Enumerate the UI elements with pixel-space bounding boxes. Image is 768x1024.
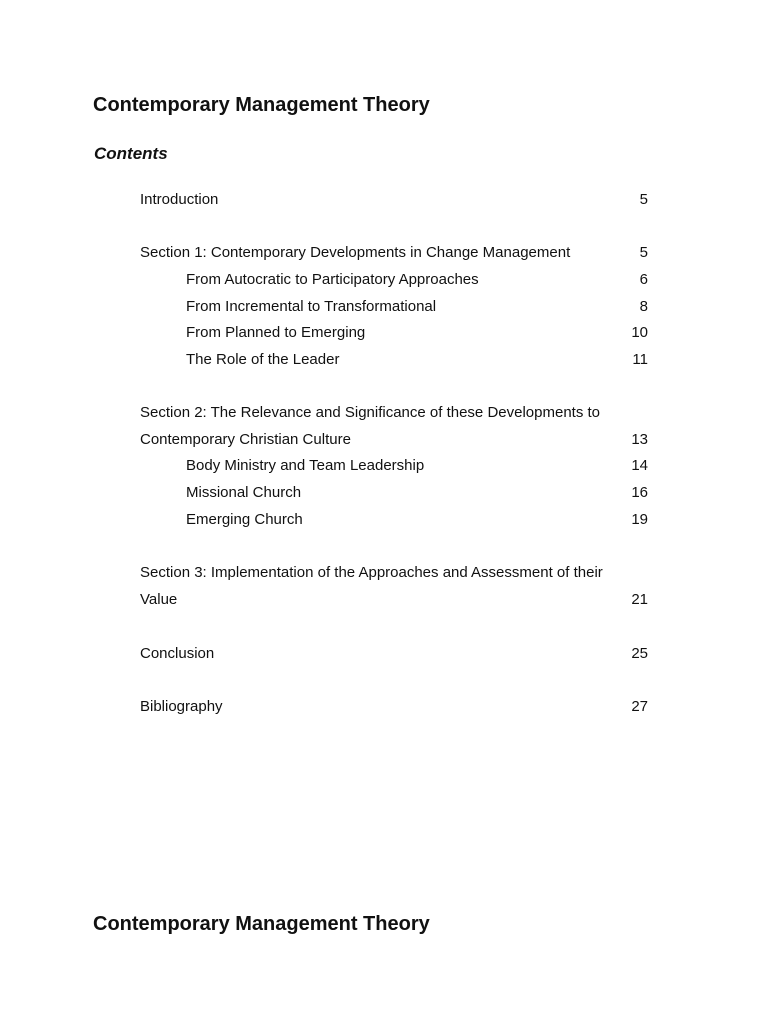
toc-entry-text: From Planned to Emerging <box>186 324 366 341</box>
toc-entry-text: Body Ministry and Team Leadership <box>186 457 425 474</box>
toc-subentry <box>186 270 648 290</box>
toc-entry-section-2 <box>140 403 648 423</box>
toc-page-number: 5 <box>639 191 648 208</box>
toc-page-number: 6 <box>639 271 648 288</box>
toc-page-number: 5 <box>639 244 648 261</box>
toc-page-number: 11 <box>632 351 648 368</box>
toc-entry-section-3 <box>140 563 648 583</box>
toc-page-number: 19 <box>631 511 648 528</box>
toc-entry-text: From Incremental to Transformational <box>186 298 437 315</box>
toc-entry-section-2-continued <box>140 430 648 450</box>
toc-entry-bibliography <box>140 697 648 717</box>
next-page-title: Contemporary Management Theory <box>93 913 430 935</box>
toc-entry-text: Section 1: Contemporary Developments in Change Management <box>140 244 571 261</box>
toc-subentry <box>186 483 648 503</box>
toc-page-number: 21 <box>631 591 648 608</box>
toc-entry-section-1 <box>140 243 648 263</box>
toc-page-number: 14 <box>631 457 648 474</box>
toc-entry-text: Emerging Church <box>186 511 303 528</box>
toc-subentry <box>186 297 648 317</box>
toc-entry-introduction <box>140 190 648 210</box>
toc-page-number: 16 <box>631 484 648 501</box>
toc-page-number: 8 <box>639 298 648 315</box>
toc-subentry <box>186 510 648 530</box>
toc-entry-section-3-continued <box>140 590 648 610</box>
toc-entry-text: Section 2: The Relevance and Significance of these Developments to <box>140 404 601 421</box>
toc-entry-text: Introduction <box>140 191 219 208</box>
toc-page-number: 25 <box>631 645 648 662</box>
toc-entry-text: Missional Church <box>186 484 302 501</box>
page-title: Contemporary Management Theory <box>93 94 430 116</box>
toc-entry-text: Contemporary Christian Culture <box>140 431 351 448</box>
toc-entry-text: Conclusion <box>140 645 215 662</box>
toc-subentry <box>186 323 648 343</box>
toc-entry-text: Value <box>140 591 178 608</box>
toc-subentry <box>186 350 648 370</box>
toc-entry-text: From Autocratic to Participatory Approaches <box>186 271 479 288</box>
toc-entry-text: Bibliography <box>140 698 223 715</box>
toc-entry-conclusion <box>140 644 648 664</box>
toc-entry-text: Section 3: Implementation of the Approaches and Assessment of their <box>140 564 603 581</box>
toc-subentry <box>186 456 648 476</box>
toc-page-number: 13 <box>631 431 648 448</box>
contents-heading: Contents <box>94 144 168 163</box>
toc-entry-text: The Role of the Leader <box>186 351 340 368</box>
toc-page-number: 10 <box>631 324 648 341</box>
toc-page-number: 27 <box>631 698 648 715</box>
